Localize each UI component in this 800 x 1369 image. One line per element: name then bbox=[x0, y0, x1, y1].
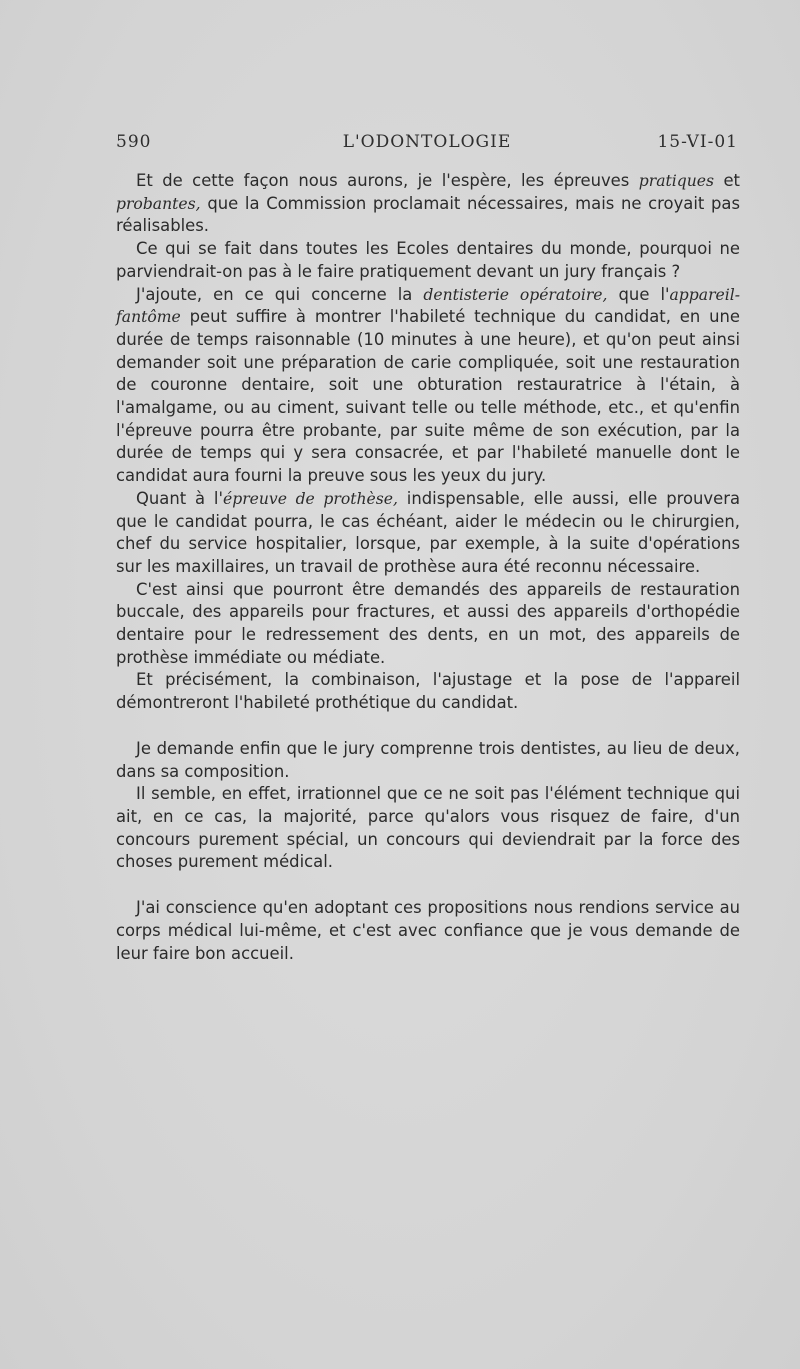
paragraph bbox=[116, 669, 740, 714]
paragraph bbox=[116, 284, 740, 488]
text-run: que la Commission proclamait nécessaires, mais ne croyait pas réalisables. bbox=[116, 193, 740, 236]
italic-run: appareil-fantôme bbox=[116, 285, 740, 327]
text-run: peut suffire à montrer l'habileté technique du candidat, en une durée de temps raisonnable (10 minutes à une heure), et qu'on peut ainsi demander soit une préparation de carie compliquée, soit une restauration de couronne dentaire, soit une obturation restauratrice à l'étain, à l'amalgame, ou au ciment, suivant telle ou telle méthode, etc., et qu'enfin l'épreuve pourra être probante, par suite même de son exécution, par la durée de temps qui y sera consacrée, et par l'habileté manuelle dont le candidat aura fourni la preuve sous les yeux du jury. bbox=[116, 307, 740, 486]
italic-run: épreuve de prothèse, bbox=[222, 489, 398, 508]
italic-run: probantes, bbox=[116, 194, 201, 213]
text-run: indispensable, elle aussi, elle prouvera que le candidat pourra, le cas échéant, aider le médecin ou le chirurgien, chef du service hospitalier, lorsque, par exemple, à la suite d'opérations sur les maxillaires, un travail de prothèse aura été reconnu nécessaire. bbox=[116, 488, 740, 576]
paragraph bbox=[116, 579, 740, 670]
journal-title: L'ODONTOLOGIE bbox=[342, 132, 512, 152]
issue-date: 15-VI-01 bbox=[657, 132, 738, 152]
paragraph bbox=[116, 238, 740, 283]
paragraph bbox=[116, 488, 740, 579]
text-run: que l' bbox=[607, 284, 670, 304]
paragraph bbox=[116, 738, 740, 783]
text-run: Quant à l' bbox=[136, 488, 223, 508]
italic-run: pratiques bbox=[638, 172, 715, 190]
page-number: 590 bbox=[116, 132, 152, 152]
italic-run: dentisterie opératoire, bbox=[423, 285, 608, 304]
paragraph bbox=[116, 897, 740, 965]
text-run: J'ajoute, en ce qui concerne la bbox=[136, 284, 424, 304]
running-header bbox=[116, 132, 738, 158]
article-body bbox=[116, 170, 740, 965]
text-run: et bbox=[714, 171, 740, 190]
text-run: Je demande enfin que le jury comprenne trois dentistes, au lieu de deux, dans sa composition. bbox=[116, 738, 740, 781]
text-run: C'est ainsi que pourront être demandés des appareils de restauration buccale, des appareils pour fractures, et aussi des appareils d'orthopédie dentaire pour le redressement des dents, en un mot, des appareils de prothèse immédiate ou médiate. bbox=[116, 579, 740, 667]
paragraph bbox=[116, 783, 740, 874]
text-run: Il semble, en effet, irrationnel que ce ne soit pas l'élément technique qui ait, en ce cas, la majorité, parce qu'alors vous risquez de faire, d'un concours purement spécial, un concours qui deviendrait par la force des choses purement médical. bbox=[116, 784, 740, 872]
text-run: Et précisément, la combinaison, l'ajustage et la pose de l'appareil démontreront l'habileté prothétique du candidat. bbox=[116, 670, 740, 713]
text-run: J'ai conscience qu'en adoptant ces propositions nous rendions service au corps médical lui-même, et c'est avec confiance que je vous demande de leur faire bon accueil. bbox=[116, 898, 740, 963]
paragraph bbox=[116, 170, 740, 238]
text-run: Ce qui se fait dans toutes les Ecoles dentaires du monde, pourquoi ne parviendrait-on pas à le faire pratiquement devant un jury français ? bbox=[116, 239, 740, 281]
text-run: Et de cette façon nous aurons, je l'espère, les épreuves bbox=[136, 171, 639, 190]
